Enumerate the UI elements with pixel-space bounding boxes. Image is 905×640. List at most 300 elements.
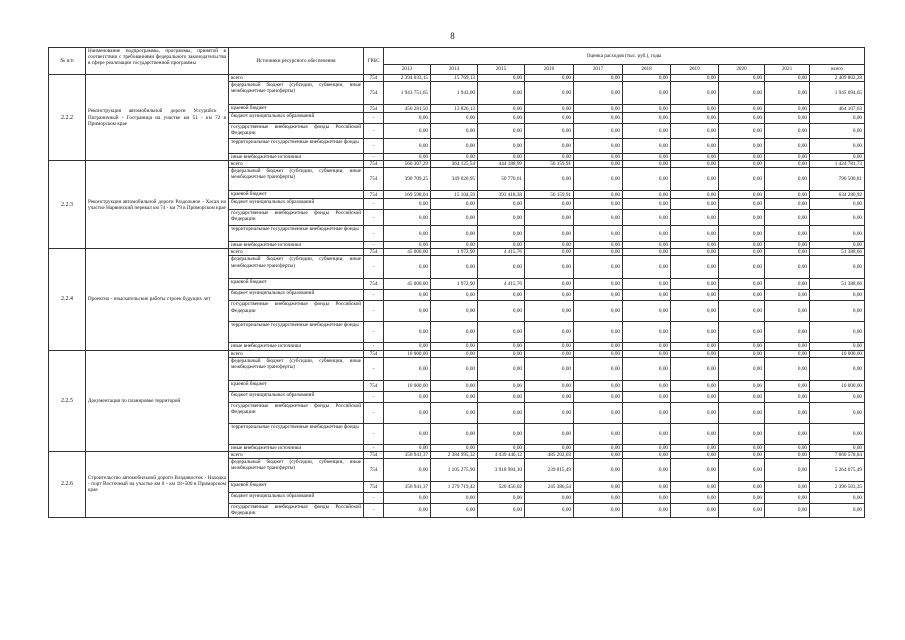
grbs-code: - (364, 322, 384, 343)
amount-cell: 0,00 (525, 256, 574, 279)
amount-cell: 0,00 (384, 343, 431, 350)
amount-cell: 0,00 (525, 199, 574, 210)
amount-cell: 0,00 (384, 458, 431, 481)
amount-cell: 0,00 (765, 256, 810, 279)
funding-source: всего (229, 75, 364, 82)
amount-cell: 0,00 (525, 391, 574, 402)
amount-cell: 0,00 (810, 139, 865, 154)
amount-cell: 0,00 (478, 402, 525, 423)
amount-cell: 0,00 (574, 301, 623, 322)
grbs-code: - (364, 343, 384, 350)
amount-cell: 0,00 (765, 249, 810, 256)
amount-cell: 0,00 (671, 113, 719, 124)
amount-cell: 0,00 (719, 75, 765, 82)
amount-cell: 10 000,00 (810, 350, 865, 357)
amount-cell: 0,00 (574, 199, 623, 210)
amount-cell: 0,00 (431, 301, 478, 322)
amount-cell: 0,00 (671, 168, 719, 191)
table-row (49, 350, 865, 357)
amount-cell: 0,00 (574, 343, 623, 350)
amount-cell: 0,00 (671, 75, 719, 82)
amount-cell: 0,00 (623, 444, 671, 451)
amount-cell: 1 972,90 (431, 249, 478, 256)
amount-cell: 45 000,00 (384, 279, 431, 290)
amount-cell: 0,00 (478, 154, 525, 161)
amount-cell: 10 000,00 (810, 380, 865, 391)
amount-cell: 0,00 (719, 458, 765, 481)
amount-cell: 0,00 (431, 124, 478, 139)
amount-cell: 2 409 802,28 (810, 75, 865, 82)
amount-cell: 0,00 (719, 402, 765, 423)
amount-cell: 0,00 (384, 124, 431, 139)
amount-cell: 0,00 (384, 256, 431, 279)
funding-source: иные внебюджетные источники (229, 343, 364, 350)
header-source: Источники ресурсного обеспечения (229, 48, 364, 75)
amount-cell: 0,00 (478, 199, 525, 210)
amount-cell: 0,00 (719, 105, 765, 113)
amount-cell: 0,00 (384, 199, 431, 210)
funding-source: территориальные государственные внебюджетные фонды (229, 423, 364, 444)
amount-cell: 0,00 (623, 75, 671, 82)
amount-cell: 0,00 (623, 492, 671, 503)
amount-cell: 0,00 (525, 444, 574, 451)
amount-cell: 0,00 (765, 458, 810, 481)
funding-source: государственные внебюджетные фонды Российской Федерации (229, 503, 364, 517)
amount-cell: 0,00 (810, 301, 865, 322)
amount-cell: 0,00 (623, 154, 671, 161)
funding-source: краевой бюджет (229, 279, 364, 290)
grbs-code: 754 (364, 168, 384, 191)
amount-cell: 0,00 (719, 279, 765, 290)
amount-cell: 0,00 (384, 154, 431, 161)
amount-cell: 50 770,61 (478, 168, 525, 191)
amount-cell: 0,00 (671, 322, 719, 343)
amount-cell: 0,00 (384, 357, 431, 380)
amount-cell: 0,00 (671, 256, 719, 279)
funding-source: иные внебюджетные источники (229, 242, 364, 249)
amount-cell: 0,00 (623, 290, 671, 301)
grbs-code: - (364, 444, 384, 451)
amount-cell: 634 280,92 (810, 191, 865, 199)
amount-cell: 350 941,37 (384, 481, 431, 492)
amount-cell: 0,00 (765, 113, 810, 124)
funding-source: краевой бюджет (229, 105, 364, 113)
amount-cell: 0,00 (623, 210, 671, 226)
amount-cell: 1 943,00 (431, 82, 478, 105)
amount-cell: 0,00 (525, 226, 574, 242)
item-number: 2.2.5 (49, 350, 86, 451)
amount-cell: 0,00 (719, 161, 765, 168)
amount-cell: 0,00 (765, 139, 810, 154)
amount-cell: 1 279 719,42 (431, 481, 478, 492)
amount-cell: 0,00 (574, 423, 623, 444)
amount-cell: 0,00 (623, 423, 671, 444)
amount-cell: 0,00 (478, 210, 525, 226)
amount-cell: 0,00 (765, 168, 810, 191)
amount-cell: 239 815,49 (525, 458, 574, 481)
amount-cell: 0,00 (384, 290, 431, 301)
amount-cell: 0,00 (623, 350, 671, 357)
amount-cell: 0,00 (765, 350, 810, 357)
item-number: 2.2.3 (49, 161, 86, 249)
amount-cell: 0,00 (719, 301, 765, 322)
funding-source: краевой бюджет (229, 481, 364, 492)
amount-cell: 0,00 (478, 226, 525, 242)
amount-cell: 0,00 (623, 301, 671, 322)
grbs-code: - (364, 139, 384, 154)
amount-cell: 0,00 (478, 256, 525, 279)
amount-cell: 0,00 (574, 105, 623, 113)
amount-cell: 0,00 (478, 290, 525, 301)
amount-cell: 0,00 (525, 124, 574, 139)
amount-cell: 0,00 (478, 492, 525, 503)
amount-cell: 0,00 (478, 113, 525, 124)
amount-cell: 0,00 (384, 402, 431, 423)
amount-cell: 0,00 (810, 242, 865, 249)
table-row (49, 161, 865, 168)
amount-cell: 0,00 (384, 391, 431, 402)
amount-cell: 0,00 (574, 391, 623, 402)
amount-cell: 0,00 (623, 343, 671, 350)
funding-source: территориальные государственные внебюджетные фонды (229, 226, 364, 242)
amount-cell: 0,00 (810, 391, 865, 402)
amount-cell: 560 307,29 (384, 161, 431, 168)
amount-cell: 0,00 (623, 322, 671, 343)
amount-cell: 2 394 033,15 (384, 75, 431, 82)
amount-cell: 51 388,66 (810, 279, 865, 290)
header-year: 2016 (525, 65, 574, 75)
amount-cell: 0,00 (574, 82, 623, 105)
funding-source: государственные внебюджетные фонды Российской Федерации (229, 402, 364, 423)
funding-source: иные внебюджетные источники (229, 154, 364, 161)
amount-cell: 0,00 (671, 481, 719, 492)
amount-cell: 0,00 (574, 357, 623, 380)
amount-cell: 0,00 (671, 423, 719, 444)
amount-cell: 0,00 (671, 191, 719, 199)
amount-cell: 0,00 (719, 492, 765, 503)
amount-cell: 0,00 (525, 242, 574, 249)
amount-cell: 45 000,00 (384, 249, 431, 256)
amount-cell: 0,00 (765, 191, 810, 199)
amount-cell: 0,00 (623, 82, 671, 105)
amount-cell: 0,00 (431, 391, 478, 402)
amount-cell: 0,00 (623, 161, 671, 168)
amount-cell: 0,00 (525, 75, 574, 82)
grbs-code: 754 (364, 481, 384, 492)
funding-source: бюджет муниципальных образований (229, 290, 364, 301)
amount-cell: 0,00 (431, 402, 478, 423)
amount-cell: 0,00 (478, 322, 525, 343)
amount-cell: 0,00 (671, 444, 719, 451)
amount-cell: 0,00 (525, 154, 574, 161)
amount-cell: 0,00 (765, 124, 810, 139)
amount-cell: 0,00 (719, 113, 765, 124)
amount-cell: 0,00 (384, 322, 431, 343)
amount-cell: 0,00 (810, 199, 865, 210)
amount-cell: 0,00 (623, 191, 671, 199)
amount-cell: 0,00 (525, 113, 574, 124)
item-number: 2.2.6 (49, 451, 86, 517)
amount-cell: 0,00 (525, 350, 574, 357)
amount-cell: 0,00 (574, 242, 623, 249)
amount-cell: 0,00 (431, 357, 478, 380)
amount-cell: 0,00 (719, 139, 765, 154)
amount-cell: 0,00 (478, 357, 525, 380)
amount-cell: 0,00 (719, 249, 765, 256)
amount-cell: 0,00 (384, 301, 431, 322)
funding-source: иные внебюджетные источники (229, 444, 364, 451)
amount-cell: 0,00 (431, 444, 478, 451)
amount-cell: 0,00 (431, 210, 478, 226)
amount-cell: 0,00 (478, 242, 525, 249)
amount-cell: 0,00 (719, 290, 765, 301)
amount-cell: 0,00 (671, 82, 719, 105)
header-year: 2021 (765, 65, 810, 75)
amount-cell: 350 941,37 (384, 451, 431, 458)
amount-cell: 0,00 (765, 492, 810, 503)
amount-cell: 0,00 (574, 191, 623, 199)
amount-cell: 0,00 (810, 124, 865, 139)
amount-cell: 0,00 (574, 124, 623, 139)
header-year: всего (810, 65, 865, 75)
amount-cell: 0,00 (671, 357, 719, 380)
funding-source: краевой бюджет (229, 191, 364, 199)
funding-source: государственные внебюджетные фонды Российской Федерации (229, 301, 364, 322)
amount-cell: 4 415,76 (478, 279, 525, 290)
amount-cell: 0,00 (384, 444, 431, 451)
grbs-code: - (364, 503, 384, 517)
amount-cell: 0,00 (719, 350, 765, 357)
amount-cell: 56 159,91 (525, 161, 574, 168)
amount-cell: 0,00 (623, 139, 671, 154)
amount-cell: 0,00 (671, 391, 719, 402)
amount-cell: 0,00 (478, 301, 525, 322)
amount-cell: 0,00 (765, 402, 810, 423)
amount-cell: 169 598,04 (384, 191, 431, 199)
amount-cell: 0,00 (765, 210, 810, 226)
amount-cell: 0,00 (810, 322, 865, 343)
funding-source: бюджет муниципальных образований (229, 492, 364, 503)
grbs-code: 754 (364, 458, 384, 481)
amount-cell: 0,00 (431, 380, 478, 391)
amount-cell: 0,00 (431, 226, 478, 242)
amount-cell: 2 384 995,32 (431, 451, 478, 458)
amount-cell: 0,00 (525, 301, 574, 322)
amount-cell: 0,00 (574, 481, 623, 492)
amount-cell: 0,00 (765, 503, 810, 517)
grbs-code: - (364, 124, 384, 139)
grbs-code: 754 (364, 105, 384, 113)
amount-cell: 0,00 (765, 75, 810, 82)
amount-cell: 364 125,54 (431, 161, 478, 168)
amount-cell: 0,00 (431, 256, 478, 279)
amount-cell: 0,00 (623, 168, 671, 191)
amount-cell: 0,00 (623, 113, 671, 124)
amount-cell: 0,00 (671, 343, 719, 350)
amount-cell: 0,00 (623, 279, 671, 290)
grbs-code: - (364, 402, 384, 423)
amount-cell: 0,00 (431, 343, 478, 350)
funding-source: территориальные государственные внебюджетные фонды (229, 322, 364, 343)
amount-cell: 0,00 (431, 199, 478, 210)
amount-cell: 10 000,00 (384, 350, 431, 357)
amount-cell: 0,00 (765, 105, 810, 113)
amount-cell: 0,00 (623, 199, 671, 210)
amount-cell: 0,00 (431, 242, 478, 249)
amount-cell: 0,00 (810, 290, 865, 301)
amount-cell: 0,00 (671, 242, 719, 249)
amount-cell: 0,00 (719, 343, 765, 350)
amount-cell: 0,00 (719, 168, 765, 191)
amount-cell: 0,00 (384, 139, 431, 154)
amount-cell: 0,00 (765, 199, 810, 210)
funding-source: бюджет муниципальных образований (229, 391, 364, 402)
amount-cell: 0,00 (810, 444, 865, 451)
grbs-code: 754 (364, 380, 384, 391)
amount-cell: 0,00 (478, 423, 525, 444)
amount-cell: 0,00 (765, 290, 810, 301)
amount-cell: 0,00 (765, 301, 810, 322)
amount-cell: 0,00 (574, 210, 623, 226)
amount-cell: 15 104,59 (431, 191, 478, 199)
amount-cell: 0,00 (623, 105, 671, 113)
amount-cell: 0,00 (719, 191, 765, 199)
amount-cell: 0,00 (525, 503, 574, 517)
amount-cell: 0,00 (574, 503, 623, 517)
amount-cell: 56 159,91 (525, 191, 574, 199)
item-name: Реконструкция автомобильной дороги Раздольное - Хасан на участке Нарвинский перевал км 74 - км 79 в Приморском крае (86, 161, 229, 249)
amount-cell: 3 918 984,10 (478, 458, 525, 481)
amount-cell: 10 000,00 (384, 380, 431, 391)
table-row (49, 249, 865, 256)
amount-cell: 0,00 (623, 249, 671, 256)
amount-cell: 0,00 (719, 444, 765, 451)
amount-cell: 0,00 (671, 451, 719, 458)
amount-cell: 0,00 (574, 402, 623, 423)
amount-cell: 0,00 (431, 350, 478, 357)
grbs-code: - (364, 113, 384, 124)
amount-cell: 0,00 (431, 322, 478, 343)
table-row (49, 75, 865, 82)
funding-source: территориальные государственные внебюджетные фонды (229, 139, 364, 154)
grbs-code: 754 (364, 451, 384, 458)
amount-cell: 0,00 (478, 350, 525, 357)
amount-cell: 0,00 (574, 226, 623, 242)
amount-cell: 0,00 (671, 458, 719, 481)
amount-cell: 0,00 (574, 75, 623, 82)
grbs-code: - (364, 210, 384, 226)
amount-cell: 0,00 (671, 301, 719, 322)
grbs-code: 754 (364, 75, 384, 82)
amount-cell: 0,00 (765, 161, 810, 168)
header-year: 2013 (384, 65, 431, 75)
amount-cell: 0,00 (765, 322, 810, 343)
amount-cell: 0,00 (765, 357, 810, 380)
amount-cell: 0,00 (623, 503, 671, 517)
amount-cell: 0,00 (765, 444, 810, 451)
amount-cell: 0,00 (719, 154, 765, 161)
header-id: № п/п (49, 48, 86, 75)
amount-cell: 0,00 (623, 357, 671, 380)
amount-cell: 1 972,90 (431, 279, 478, 290)
amount-cell: 0,00 (765, 423, 810, 444)
amount-cell: 0,00 (478, 444, 525, 451)
amount-cell: 0,00 (623, 481, 671, 492)
amount-cell: 0,00 (478, 380, 525, 391)
amount-cell: 0,00 (574, 279, 623, 290)
amount-cell: 0,00 (765, 391, 810, 402)
amount-cell: 0,00 (574, 458, 623, 481)
amount-cell: 2 396 503,35 (810, 481, 865, 492)
amount-cell: 0,00 (478, 105, 525, 113)
header-year: 2019 (671, 65, 719, 75)
amount-cell: 393 418,38 (478, 191, 525, 199)
amount-cell: 0,00 (719, 481, 765, 492)
amount-cell: 0,00 (384, 503, 431, 517)
amount-cell: 0,00 (478, 343, 525, 350)
amount-cell: 0,00 (671, 210, 719, 226)
amount-cell: 0,00 (671, 249, 719, 256)
grbs-code: - (364, 199, 384, 210)
amount-cell: 0,00 (765, 242, 810, 249)
table-body (49, 75, 865, 518)
funding-source: всего (229, 350, 364, 357)
amount-cell: 0,00 (384, 210, 431, 226)
amount-cell: 0,00 (810, 423, 865, 444)
amount-cell: 0,00 (671, 154, 719, 161)
amount-cell: 0,00 (574, 492, 623, 503)
amount-cell: 0,00 (525, 423, 574, 444)
item-number: 2.2.2 (49, 75, 86, 161)
amount-cell: 0,00 (431, 154, 478, 161)
amount-cell: 0,00 (525, 357, 574, 380)
amount-cell: 0,00 (719, 256, 765, 279)
amount-cell: 0,00 (810, 113, 865, 124)
amount-cell: 0,00 (671, 492, 719, 503)
funding-source: федеральный бюджет (субсидии, субвенции, иные межбюджетные трансферты) (229, 256, 364, 279)
amount-cell: 0,00 (671, 226, 719, 242)
amount-cell: 0,00 (478, 124, 525, 139)
amount-cell: 464 107,63 (810, 105, 865, 113)
amount-cell: 0,00 (384, 242, 431, 249)
amount-cell: 0,00 (765, 82, 810, 105)
amount-cell: 0,00 (810, 210, 865, 226)
amount-cell: 0,00 (574, 451, 623, 458)
amount-cell: 0,00 (525, 139, 574, 154)
amount-cell: 0,00 (671, 290, 719, 301)
amount-cell: 0,00 (719, 357, 765, 380)
funding-source: всего (229, 249, 364, 256)
amount-cell: 0,00 (623, 242, 671, 249)
amount-cell: 0,00 (671, 279, 719, 290)
header-year: 2018 (623, 65, 671, 75)
amount-cell: 5 264 075,49 (810, 458, 865, 481)
amount-cell: 0,00 (384, 492, 431, 503)
grbs-code: 754 (364, 191, 384, 199)
funding-source: федеральный бюджет (субсидии, субвенции, иные межбюджетные трансферты) (229, 82, 364, 105)
amount-cell: 0,00 (384, 423, 431, 444)
budget-table (48, 47, 865, 518)
amount-cell: 0,00 (623, 451, 671, 458)
amount-cell: 0,00 (525, 82, 574, 105)
grbs-code: 754 (364, 279, 384, 290)
amount-cell: 0,00 (525, 290, 574, 301)
funding-source: государственные внебюджетные фонды Российской Федерации (229, 210, 364, 226)
header-name: Наименование подпрограммы, программы, принятой в соответствии с требованиями федерального законодательства в сфере реализации государственной программы (86, 48, 229, 75)
amount-cell: 0,00 (765, 343, 810, 350)
amount-cell: 0,00 (574, 350, 623, 357)
item-name: Реконструкция автомобильной дороги Уссурийск - Пограничный - Госграница на участке км 51 - км 72 в Приморском крае (86, 75, 229, 161)
